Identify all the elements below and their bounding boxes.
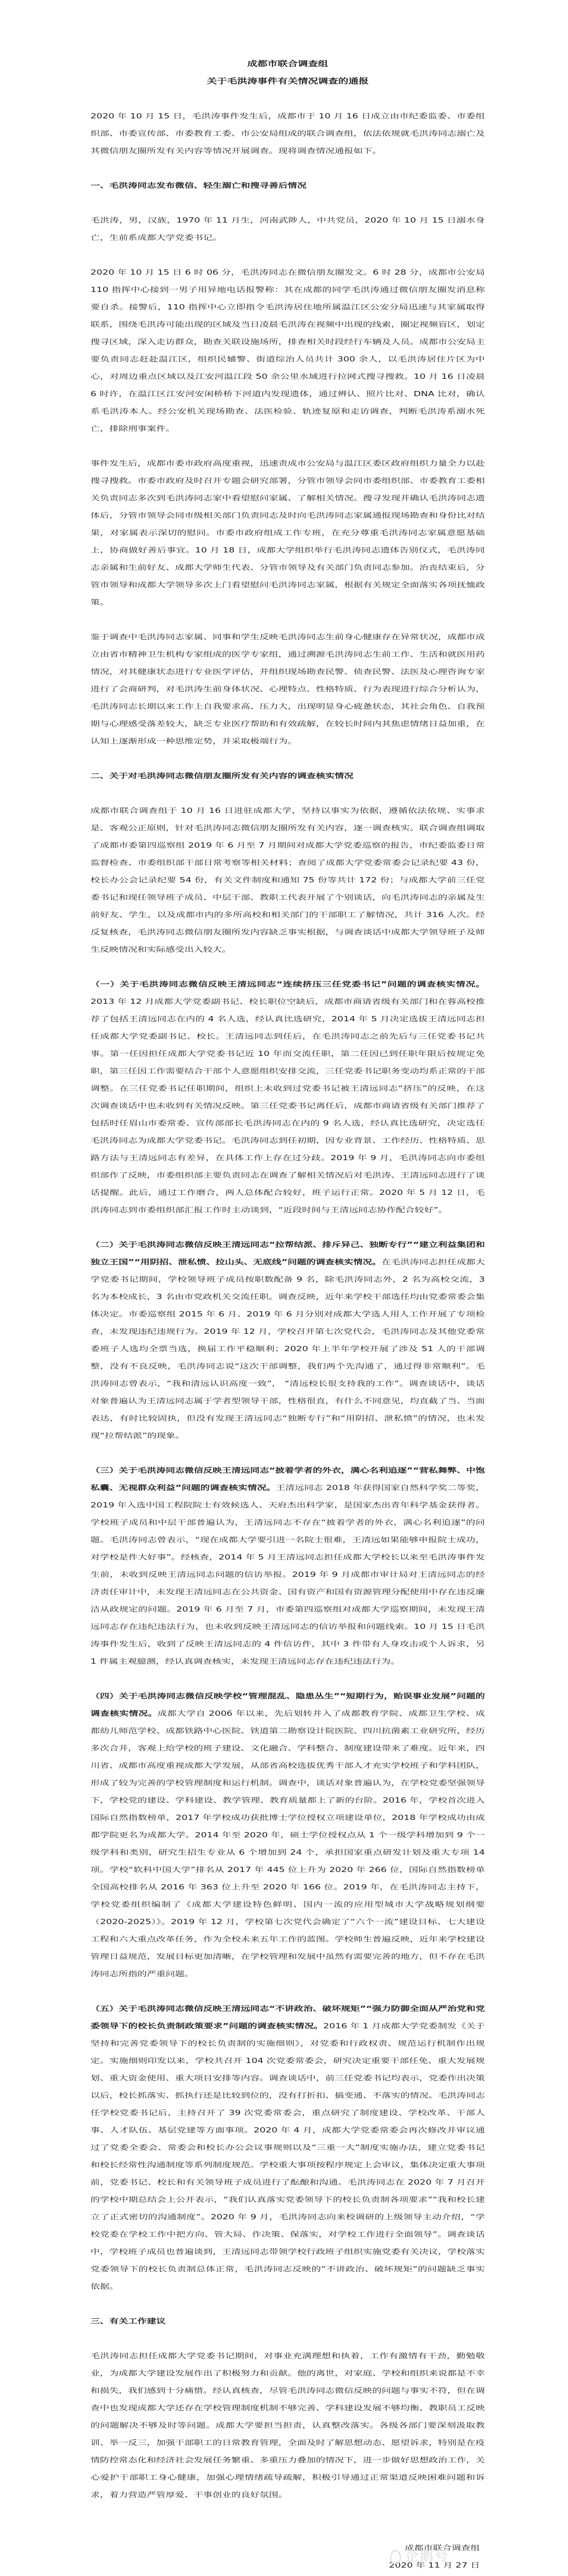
- intro-paragraph: 2020 年 10 月 15 日，毛洪涛事件发生后，成都市于 10 月 16 日成立由市纪委监委、市委组织部、市委宣传部、市委教育工委、市公安局组成的联合调查组，依法依规就毛洪涛同志溺亡及其微信朋友圈所发有关内容等情况开展调查。现将调查情况通报如下。: [90, 113, 485, 155]
- document-title: 关于毛洪涛事件有关情况调查的通报: [207, 77, 369, 86]
- finding-item-5: [90, 2000, 485, 2296]
- finding-lead: （一）关于毛洪涛同志微信反映王清远同志“连续挤压三任党委书记”问题的调查核实情况。: [90, 981, 485, 989]
- section-1-heading: 一、毛洪涛同志发布微信、轻生溺亡和搜寻善后情况: [90, 182, 307, 190]
- finding-lead: （五）关于毛洪涛同志微信反映王清远同志“不讲政治、破坏规矩”“强力防御全面从严治党和党委领导下的校长负责制政策要求”问题的调查核实情况。: [90, 2005, 485, 2030]
- document: [90, 56, 485, 2574]
- finding-lead: （四）关于毛洪涛同志微信反映学校“管理混乱、隐患丛生”“短期行为，贻误事业发展”问题的调查核实情况。: [90, 1693, 485, 1718]
- finding-item-4: [90, 1688, 485, 1983]
- watermark-text: 企鹅号: [405, 2549, 450, 2564]
- paragraph: 鉴于调查中毛洪涛同志家属、同事和学生反映毛洪涛同志生前身心健康存在异常状况，成都市成立由省市精神卫生机构专家组成的医学专家组，通过溯源毛洪涛同志生前工作、生活和就医用药情况，对其健康状态进行专业医学评估，并组织现场勘查民警、侦查民警、法医及心理咨询专家进行了会商研判，对毛洪涛生前身体状况、心理特点、性格特质、行为表现进行综合分析认为，毛洪涛同志长期以来工作上自我要求高、压力大，出现明显身心疲惫状态，其社会角色、自我预期与心理感受落差较大，缺乏专业医疗帮助和有效疏解，在较长时间内其焦虑情绪日益加重，在认知上逐渐形成一种思维定势，并采取极端行为。: [90, 633, 485, 746]
- signature-org: 成都市联合调查组: [404, 2544, 480, 2552]
- paragraph: 成都市联合调查组于 10 月 16 日进驻成都大学，坚持以事实为依据，遵循依法依规、实事求是、客观公正原则，针对毛洪涛同志微信朋友圈所发有关内容，逐一调查核实。联合调查组调取了成都市委第四巡察组 2019 年 6 月至 7 月期间对成都大学党委巡察的报告，市纪委监委日常监督检查、市委组织部干部日常考察等相关材料；查阅了成都大学党委常委会记录纪要 43 份，校长办公会记录纪要 54 份，有关文件制度和通知 75 份等共计 172 份；与成都大学前三任党委书记和现任领导班子成员、中层干部、教职工代表开展了个别谈话，向毛洪涛同志的亲属及生前好友、学生，以及成都市内的多所高校和相关部门的干部职工了解情况，共计 316 人次。经反复核查，毛洪涛同志微信朋友圈所发内容缺乏事实根据，与调查谈话中成都大学领导班子及师生反映情况和实际感受出入较大。: [90, 807, 485, 954]
- paragraph: 毛洪涛，男，汉族，1970 年 11 月生，河南武陟人，中共党员，2020 年 10 月 15 日溺水身亡，生前系成都大学党委书记。: [90, 217, 485, 242]
- section-3-heading: 三、有关工作建议: [90, 2318, 166, 2326]
- finding-item-1: [90, 976, 485, 1219]
- penguin-logo-icon: [390, 2550, 401, 2564]
- finding-item-3: [90, 1462, 485, 1671]
- finding-text: 在毛洪涛同志担任成都大学党委书记期间，学校领导班子成员按职数配备 9 名，除毛洪涛同志外，2 名为高校交流，3 名为本校成长，3 名由市党政机关交流任职。调查反映，近年来学校干部选任均由党委常委会集体决定。市委巡察组 2015 年 6 月、2019 年 6 月分别对成都大学选人用人工作开展了专项检查，未发现违纪违规行为。2019 年 12 月，学校召开第七次党代会，毛洪涛同志及其他党委常委班子人选均全票当选，换届工作平稳顺利；2020 年上半年学校开展了涉及 51 人的干部调整，没有不良反映，毛洪涛同志说“这次干部调整，我们两个先沟通了，通过得非常顺利”。毛洪涛同志曾表示，“我和清远认识高度一致”， “清远校长很支持我的工作”。调查谈话中，谈话对象普遍认为王清远同志属于学者型领导干部，性格很直，有什么不同意见，均直截了当、当面表达，有时比较固执，但没有发现王清远同志“独断专行”和“用阴招、泄私愤”的情况，也未发现“拉帮结派”的现象。: [90, 1259, 485, 1440]
- finding-text: 2016 年 1 月成都大学党委制发《关于坚持和完善党委领导下的校长负责制的实施细则》，对党委和行政权责、规范运行机制作出规定。实施细则印发以来，学校共召开 104 次党委常委会，研究决定重要干部任免、重大发展规划、重大资金使用、重大项目安排等内容。调查谈话中，前三任党委书记均表示，党委作出决策以后，校长抓落实、抓执行还是比较到位的，没有打折扣、搞变通、不落实的情况。毛洪涛同志任学校党委书记后，主持召开了 39 次党委常委会，重点研究了制度建设、学校改革、干部人事、人才队伍、基层党建等方面事项。2020 年 4 月，成都大学党委常委会再次修改并审议通过了党委全委会、常委会和校长办公会议事规则以及“三重一大”制度实施办法，建立党委书记和校长经常性沟通制度等系列制度规范。学校重大事项按程序规定上会审议，集体决定重大事项前，党委书记、校长和有关领导班子成员进行了酝酿和沟通。毛洪涛同志在 2020 年 7 月召开的学校中期总结会上公开表示，“我们认真落实党委领导下的校长负责制各项要求”“我和校长建立了正式密切的沟通制度”。2020 年 9 月，毛洪涛同志向来校调研的上级领导主动介绍，“学校党委在学校工作中把方向、管大局、作决策、保落实，对学校工作进行全面领导”。调查谈话中，学校班子成员也普遍谈到，王清远同志带领学校行政班子组织实施党委有关决议，学校落实党委领导下的校长负责制总体正常，毛洪涛同志反映的“不讲政治、破坏规矩”的问题缺乏事实依据。: [90, 2022, 485, 2291]
- finding-text: 王清远同志 2018 年获得国家自然科学奖二等奖，2019 年入选中国工程院院士有效候选人、天府杰出科学家，是国家杰出青年科学基金获得者。学校班子成员和中层干部普遍认为，王清远同志不存在“披着学者的外衣，满心名利追逐”的问题。毛洪涛同志曾表示，“现在成都大学要引进一名院士很难，王清远如果能够申报院士成功，对学校是件大好事”。经核查，2014 年 5 月王清远同志担任成都大学校长以来至毛洪涛事件发生前，未收到反映王清远同志问题的信访举报。2019 年 9 月成都市审计局对王清远同志的经济责任审计中，未发现王清远同志在公共资金、国有资产和国有资源管理分配使用中存在违反廉洁从政规定的问题。2019 年 6 月至 7 月，市委第四巡察组对成都大学巡察期间，未发现王清远同志存在违纪违法行为，也未收到反映王清远同志的信访举报和问题线索。10 月 15 日毛洪涛事件发生后，收到了反映王清远同志的 4 件信访件，其中 3 件带有人身攻击或个人诉求，另 1 件属主观臆测，经认真调查核实，未发现王清远同志存在违纪违法行为。: [90, 1484, 485, 1666]
- finding-item-2: [90, 1236, 485, 1445]
- finding-text: 成都大学自 2006 年以来，先后划转并入了成都教育学院、成都卫生学校、成都幼儿师范学校、成都铁路中心医院、铁道第二勘察设计院医院、四川抗菌素工业研究所，经历多次合并，客观上给学校的班子建设、文化融合、学科整合、制度建设带来了难度。近年来，四川省、成都市高度重视成都大学发展，从部省高校选拔优秀干部人才充实学校班子和学科团队，形成了较为完善的学校管理制度和运行机制。调查中，谈话对象普遍认为，在学校党委坚强领导下，学校党的建设、学科建设、教学管理、教育质量都上了新的台阶。2016 年，学校首次进入国际自然指数榜单，2017 年学校成功获批博士学位授权立项建设单位，2018 年学校成功由成都学院更名为成都大学。2014 年至 2020 年，硕士学位授权点从 1 个一级学科增加到 9 个一级学科和类别，研究生招生专业从 6 个增加到 24 个，承担国家重点研发计划及重大专项 14 项。学校“软科中国大学”排名从 2017 年 445 位上升为 2020 年 266 位，国际自然指数榜单全国高校排名从 2016 年 363 位上升至 2020 年 166 位。2019 年，在毛洪涛同志主持下，学校党委组织编制了《成都大学建设特色鲜明、国内一流的应用型城市大学战略规划纲要（2020-2025）》。2019 年 12 月，学校第七次党代会确定了“六个一流”建设目标、七大建设工程和六大重点改革任务，作为全校未来五年工作的蓝图。学校师生普遍反映，近年来学校建设管理日益规范，发展目标更加清晰，在学校管理和发展中虽然有需要完善的地方，但不存在毛洪涛同志所指的严重问题。: [90, 1710, 485, 1978]
- paragraph: 毛洪涛同志担任成都大学党委书记期间，对事业充满理想和执着，工作有激情有干劲，勤勉敬业，为成都大学建设发展作出了积极努力和贡献。他的离世，对家庭、学校和组织来说都是不幸和损失，我们感到十分痛惜。经认真核查，尽管毛洪涛同志微信反映的问题与事实不符，但在调查中也发现成都大学还存在学校管理制度机制不够完善、学科建设发展不够均衡、教职员工反映的问题解决不够及时等问题。成都大学要担当担责，认真整改落实。各级各部门要深刻汲取教训、举一反三，加强干部职工的日常教育管理，全面及时了解思想动态、愿望诉求，特别是在疫情防控常态化和经济社会发展任务繁重、多重压力叠加的情况下，进一步做好思想政治工作，关心爱护干部职工身心健康，加强心理情绪疏导疏解，积极引导通过正常渠道反映困难问题和诉求，着力营造严管厚爱、干事创业的良好氛围。: [90, 2352, 485, 2499]
- paragraph: 2020 年 10 月 15 日 6 时 06 分，毛洪涛同志在微信朋友圈发文。6 时 28 分，成都市公安局 110 指挥中心接到一男子用异地电话报警称：其在成都的同学毛洪涛通过微信朋友圈发消息称要自杀。接警后，110 指挥中心立即指令毛洪涛居住地所属温江区公安分局迅速与其家属取得联系，围绕毛洪涛可能出现的区域及当日凌晨毛洪涛在视频中出现的线索，圈定视频盲区，划定搜寻区域，深入走访群众，勘查关联设施场所，排查相关时段经行车辆及人员。成都市公安局主要负责同志赶赴温江区，组织民辅警、街道综治人员共计 300 余人，以毛洪涛居住片区为中心，对周边重点区域以及江安河温江段 50 余公里水域进行拉网式搜寻搜救。10 月 16 日凌晨 6 时许，在温江区江安河安闲桥桥下河道内发现遗体，通过辨认、照片比对、DNA 比对，确认系毛洪涛本人。经公安机关现场勘查、法医检验、轨迹复原和走访调查，判断毛洪涛系溺水死亡，排除刑事案件。: [90, 269, 485, 433]
- section-2-heading: 二、关于对毛洪涛同志微信朋友圈所发有关内容的调查核实情况: [90, 772, 354, 780]
- watermark: [390, 2545, 449, 2565]
- paragraph: 事件发生后，成都市委市政府高度重视，迅速责成市公安局与温江区委区政府组织力量全力以赴搜寻搜救。市委市政府及时召开专题会研究部署，分管市领导会同市委组织部、市委教育工委相关负责同志多次到毛洪涛同志家中看望慰问家属、了解相关情况。搜寻发现并确认毛洪涛同志遗体后，分管市领导会同市级相关部门负责同志及时向毛洪涛同志家属通报现场勘查和身份比对结果，对家属表示深切的慰问。市委市政府组成工作专班，在充分尊重毛洪涛同志家属意愿基础上，协商做好善后事宜。10 月 18 日，成都大学组织举行毛洪涛同志遗体告别仪式，毛洪涛同志亲属和生前好友、成都大学师生代表、分管市领导及有关部门负责同志参加。治丧结束后，分管市领导和成都大学领导多次上门看望慰问毛洪涛同志家属，根据有关规定全面落实各项抚恤政策。: [90, 460, 485, 607]
- finding-lead: （三）关于毛洪涛同志微信反映王清远同志“披着学者的外衣，满心名利追逐”“营私舞弊、中饱私囊、无视群众利益”问题的调查核实情况。: [90, 1467, 485, 1492]
- document-org-title: 成都市联合调查组: [247, 60, 328, 68]
- signature-date: 2020 年 11 月 27 日: [389, 2562, 480, 2570]
- finding-text: 2013 年 12 月成都大学党委副书记、校长职位空缺后，成都市商请省级有关部门和在蓉高校推荐了包括王清远同志在内的 4 名人选，经认真比选研究，2014 年 5 月决定选拔王清远同志担任成都大学党委副书记、校长。王清远同志到任后，在毛洪涛同志之前先后与三任党委书记共事。第一任因担任成都大学党委书记近 10 年而交流任职，第二任因已到任职年限后按规定免职，第三任因工作需要结合干部个人意愿组织安排交流，三任党委书记职务变动均系正常的干部调整。在三任党委书记任职期间，组织上未收到过党委书记被王清远同志“挤压”的反映，在这次调查谈话中也未收到有关情况反映。第三任党委书记离任后，成都市商请省级有关部门推荐了包括时任眉山市委常委、宣传部部长毛洪涛同志在内的 9 名人选，经认真比选研究，决定选任毛洪涛同志为成都大学党委书记。毛洪涛同志到任初期，因专业背景、工作经历、性格特质、思路方法与王清远同志有差异，在具体工作上存在过分歧。2019 年 9 月，毛洪涛同志向市委组织部作了反映，市委组织部主要负责同志在调查了解相关情况后对毛洪涛、王清远同志进行了谈话提醒。此后，通过工作磨合，两人总体配合较好，班子运行正常。2020 年 5 月 12 日，毛洪涛同志到市委组织部汇报工作时主动谈到，“近段时间与王清远同志协作配合较好”。: [90, 998, 485, 1214]
- finding-lead: （二）关于毛洪涛同志微信反映王清远同志“拉帮结派、排斥异己、独断专行”“建立利益集团和独立王国”“用阴招、泄私愤、拉山头、无底线”问题的调查核实情况。: [90, 1241, 485, 1266]
